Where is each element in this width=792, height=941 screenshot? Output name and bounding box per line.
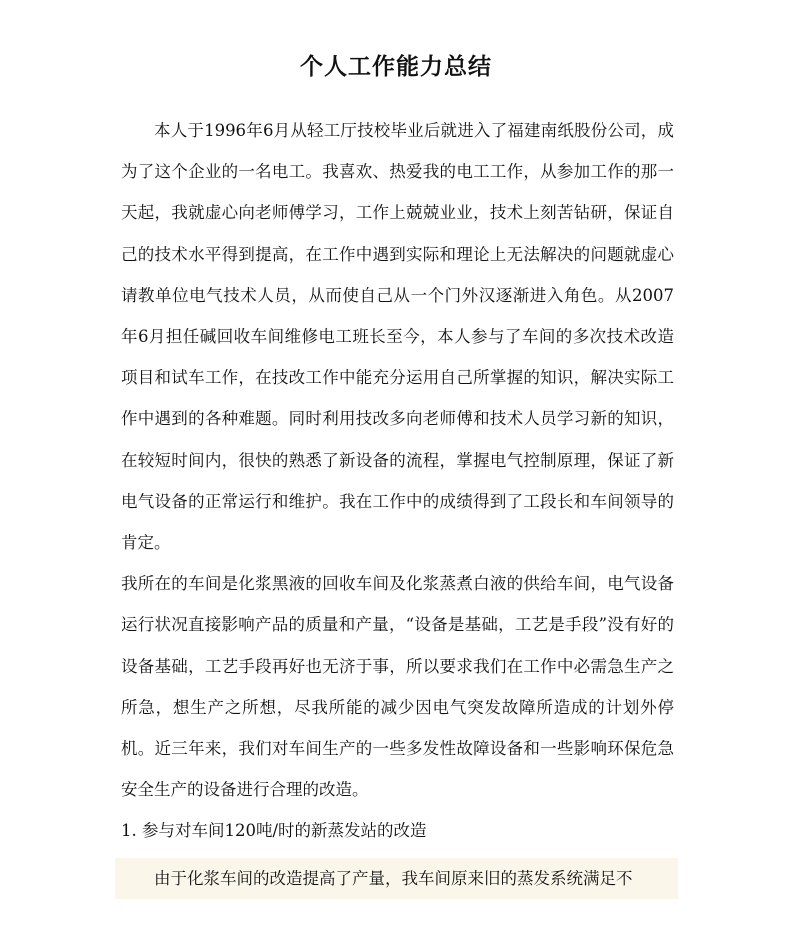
paragraph-workshop-description: 我所在的车间是化浆黑液的回收车间及化浆蒸煮白液的供给车间，电气设备运行状况直接影响产品的质量和产量，“设备是基础，工艺是手段”没有好的设备基础，工艺手段再好也无济于事，所以要求我们在工作中必需急生产之所急，想生产之所想，尽我所能的减少因电气突发故障所造成的计划外停机。近三年来，我们对车间生产的一些多发性故障设备和一些影响环保危急安全生产的设备进行合理的改造。 [121,574,674,800]
paragraph-evaporation-reason: 由于化浆车间的改造提高了产量，我车间原来旧的蒸发系统满足不 [115,858,678,899]
document-title: 个人工作能力总结 [300,54,492,80]
document-body [121,110,674,899]
paragraph-work-history: 本人于1996年6月从轻工厅技校毕业后就进入了福建南纸股份公司，成为了这个企业的一名电工。我喜欢、热爱我的电工工作，从参加工作的那一天起，我就虚心向老师傅学习，工作上兢兢业业，技术上刻苦钻研，保证自己的技术水平得到提高，在工作中遇到实际和理论上无法解决的问题就虚心请教单位电气技术人员，从而使自己从一个门外汉逐渐进入角色。从2007年6月担任碱回收车间维修电工班长至今，本人参与了车间的多次技术改造项目和试车工作，在技改工作中能充分运用自己所掌握的知识，解决实际工作中遇到的各种难题。同时利用技改多向老师傅和技术人员学习新的知识，在较短时间内，很快的熟悉了新设备的流程，掌握电气控制原理，保证了新电气设备的正常运行和维护。我在工作中的成绩得到了工段长和车间领导的肯定。 [121,121,674,553]
list-item-evaporation-station: 1. 参与对车间120吨/时的新蒸发站的改造 [121,821,427,841]
